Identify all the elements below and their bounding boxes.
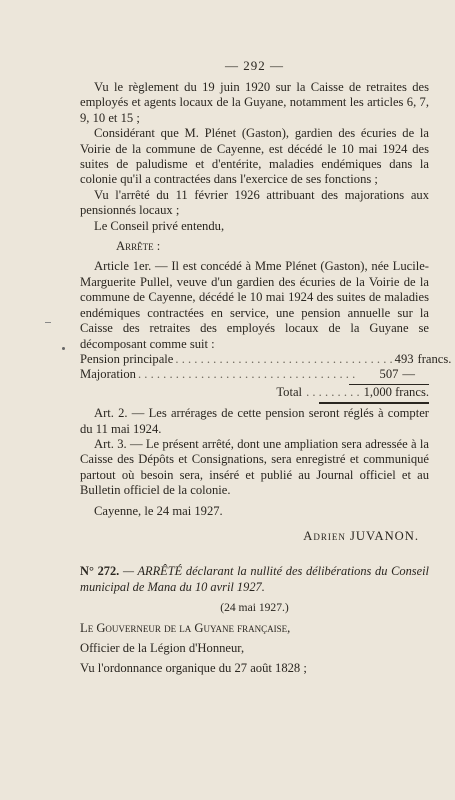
margin-mark [45,322,51,323]
article-3: Art. 3. — Le présent arrêté, dont une ampliation sera adressée à la Caisse des Dépôts et Consignations, sera enregistré et communiqué partout où besoin sera, inséré et publié au Journal officiel et au Bulletin officiel de la colonie. [80,436,429,498]
row-currency: francs. [417,351,452,366]
margin-dot [62,347,65,350]
paragraph-conseil: Le Conseil privé entendu, [94,218,225,233]
article-2: Art. 2. — Les arrérages de cette pension seront réglés à compter du 11 mai 1924. [80,406,429,436]
row-label: Majoration [80,367,136,382]
row-label: Pension principale [80,351,174,366]
article-1: Article 1er. — Il est concédé à Mme Plénet (Gaston), née Lucile-Marguerite Pullel, veuve d'un gardien des écuries de la Voirie de la commune de Cayenne, décédé le 10 mai 1924 des suites de maladies endémiques contractées en service, une pension annuelle sur la Caisse des retraites des employés locaux de la Guyane se décomposant comme suit : [80,259,429,351]
dot-leader: . . . . . . . . . . . . . . . . . . . . . . . . . . . . . . . . . . . [175,351,393,366]
dot-leader: . . . . . . . . . . . . . . . . . . . . . . . . . . . . . . . . . . . [137,367,356,382]
total-label: Total [276,384,303,399]
officer-line: Officier de la Légion d'Honneur, [80,641,245,655]
ordonnance-line: Vu l'ordonnance organique du 27 août 1828 ; [80,661,307,676]
page-number: — 292 — [225,58,284,73]
row-currency: — [402,367,416,382]
decree-number: N° 272. [80,564,120,579]
date-line: Cayenne, le 24 mai 1927. [94,503,223,518]
paragraph-reglement: Vu le règlement du 19 juin 1920 sur la Caisse de retraites des employés et agents locaux de la Guyane, notamment les articles 6, 7, 9, 10 et 15 ; [80,80,429,125]
signature [80,529,429,544]
total-value: 1,000 francs. [363,384,429,399]
decree-heading [80,564,429,595]
paragraph-considerant: Considérant que M. Plénet (Gaston), gardien des écuries de la Voirie de la commune de Cayenne, est décédé le 10 mai 1924 des suites de paludisme et d'entérite, maladies endémiques dans la colonie qu'il a contractées dans l'exercice de ses fonctions ; [80,126,429,187]
signature-text: Adrien JUVANON. [303,528,419,543]
pension-table [80,351,452,404]
decree-date: (24 mai 1927.) [220,601,289,615]
paragraph-vu-arrete: Vu l'arrêté du 11 février 1926 attribuant des majorations aux pensionnés locaux ; [80,187,429,218]
table-row [80,367,429,382]
total-row [80,385,429,400]
table-double-rule [319,402,429,404]
dot-leader: . . . . . . . . . [306,384,360,399]
arrete-label: Arrête : [116,239,161,254]
decree-title: — ARRÊTÉ déclarant la nullité des délibérations du Conseil municipal de Mana du 10 avril 1927. [80,564,429,594]
row-amount: 493 [394,351,414,366]
table-row [80,351,452,367]
row-amount: 507 [379,367,399,382]
governor-line: Le Gouverneur de la Guyane française, [80,620,291,635]
